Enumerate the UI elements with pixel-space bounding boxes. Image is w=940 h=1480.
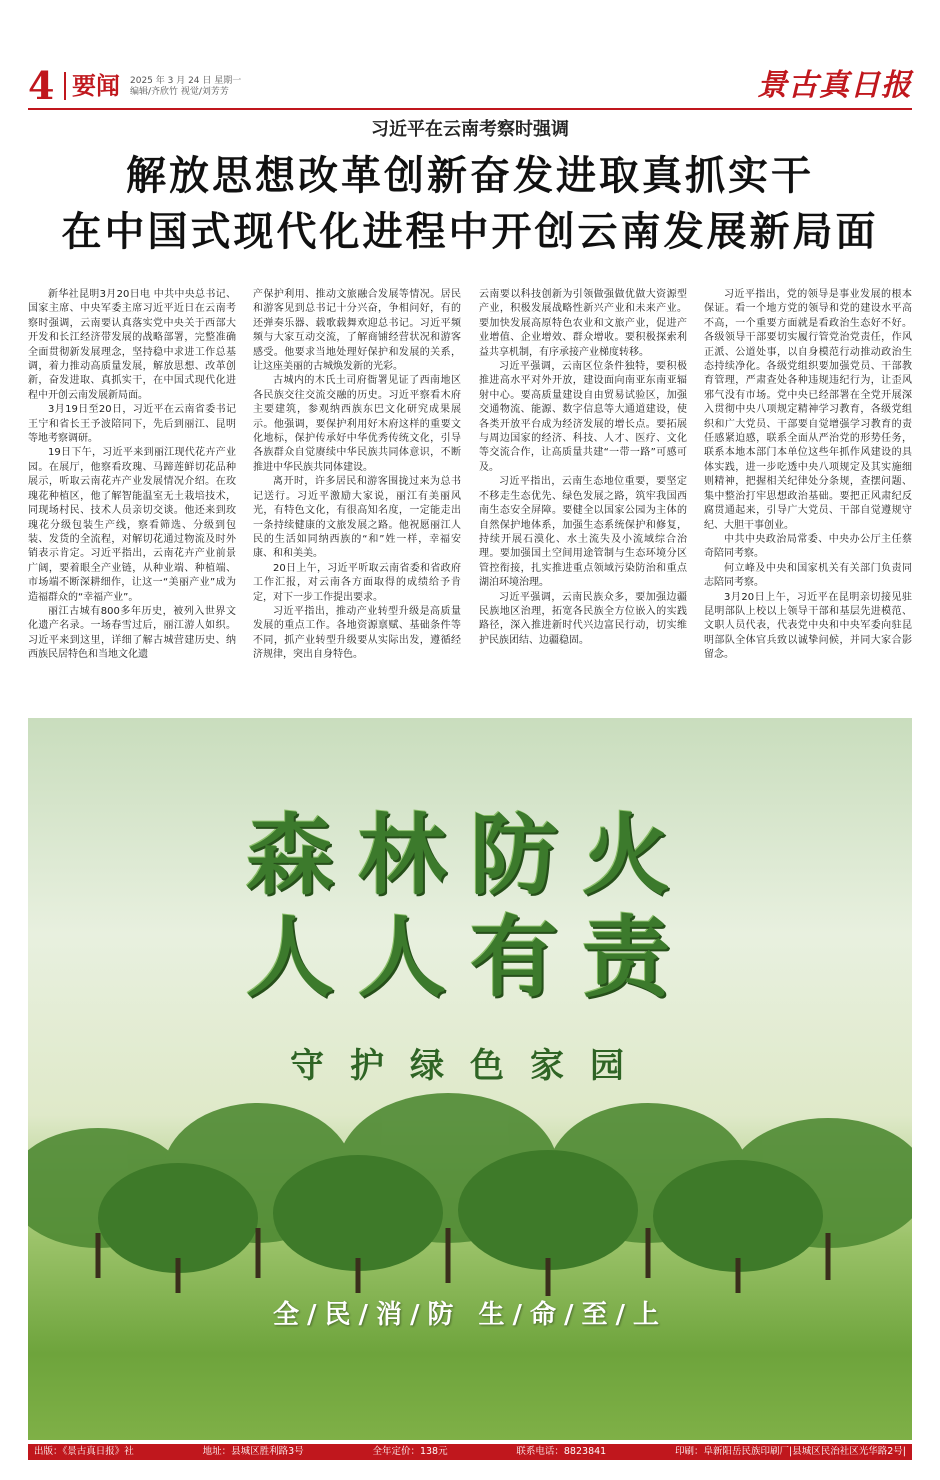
- paragraph: 习近平指出，党的领导是事业发展的根本保证。看一个地方党的领导和党的建设水平高不高，一个重要方面就是看政治生态好不好。各级领导干部要切实履行管党治党责任，作风正派、公道处事，以自身模范行动推动政治生态持续净化。各级党组织要加强党员、干部教育管理，严肃查处各种违规违纪行为，让歪风邪气没有市场。党中央已经部署在全党开展深入贯彻中央八项规定精神学习教育，各级党组织和广大党员、干部要自觉增强学习教育的责任感紧迫感，联系全面从严治党的形势任务，联系本地本部门本单位这些年抓作风建设的具体实践，进一步吃透中央八项规定及其实施细则精神，把握相关纪律处分条规，查摆问题、集中整治打牢思想政治基础。要把正风肃纪反腐贯通起来，引导广大党员、干部自觉遵规守纪、大胆干事创业。: [704, 289, 912, 531]
- headline-line-2: 在中国式现代化进程中开创云南发展新局面: [61, 209, 879, 255]
- paragraph: 习近平强调，云南民族众多，要加强边疆民族地区治理，拓宽各民族全方位嵌入的实践路径，深入推进新时代兴边富民行动，切实维护民族团结、边疆稳固。: [479, 591, 687, 646]
- paragraph: 何立峰及中央和国家机关有关部门负责同志陪同考察。: [704, 562, 912, 589]
- paragraph: 离开时，许多居民和游客围拢过来为总书记送行。习近平激励大家说，丽江有美丽风光，有特色文化，有很高知名度，一定能走出一条持续健康的文旅发展之路。他祝愿丽江人民的生活如同纳西族的“和”姓一样，幸福安康、和和美美。: [253, 476, 461, 560]
- article-column-2: [253, 288, 461, 714]
- paragraph: 习近平强调，云南区位条件独特，要积极推进高水平对外开放，建设面向南亚东南亚辐射中心。要高质量建设自由贸易试验区，加强交通物流、能源、数字信息等大通道建设，使各类开放平台成为经济发展的增长点。要拓展与周边国家的经济、科技、人才、医疗、文化等交流合作，让高质量共建“一带一路”可感可及。: [479, 361, 687, 473]
- page-number: 4: [28, 63, 55, 108]
- paragraph: 3月19日至20日，习近平在云南省委书记王宁和省长王予波陪同下，先后到丽江、昆明等地考察调研。: [28, 404, 236, 445]
- paragraph: 中共中央政治局常委、中央办公厅主任蔡奇陪同考察。: [704, 533, 912, 560]
- paragraph: 产保护利用、推动文旅融合发展等情况。居民和游客见到总书记十分兴奋，争相问好，有的还弹奏乐器、载歌载舞欢迎总书记。习近平频频与大家互动交流，了解商铺经营状况和游客感受。他要求当地处理好保护和发展的关系，让这座美丽的古城焕发新的光彩。: [253, 289, 461, 373]
- paragraph: 丽江古城有800多年历史，被列入世界文化遗产名录。一场春雪过后，丽江游人如织。习近平来到这里，详细了解古城营建历史、纳西族民居特色和当地文化遗: [28, 605, 236, 661]
- newspaper-logo: 景古真日报: [757, 68, 912, 103]
- dateline: [130, 76, 241, 98]
- ad-title-line-1: 森林防火: [245, 804, 694, 907]
- ad-title-line-2: 人人有责: [245, 906, 694, 1009]
- paragraph: 19日下午，习近平来到丽江现代花卉产业园。在展厅，他察看玫瑰、马蹄莲鲜切花品种展示，听取云南花卉产业发展情况介绍。在玫瑰花种植区，他了解智能温室无土栽培技术，同现场村民、技术人员亲切交谈。他还来到玫瑰花分级包装生产线，察看筛选、分级到包装、发货的全流程，对解切花通过物流及时外销表示肯定。习近平指出，云南花卉产业前景广阔，要着眼全产业链，从种业端、种植端、市场端不断深耕细作，让这一“美丽产业”成为造福群众的“幸福产业”。: [28, 447, 236, 603]
- paragraph: 云南要以科技创新为引领做强做优做大资源型产业，积极发展战略性新兴产业和未来产业。要加快发展高原特色农业和文旅产业，促进产业增值、企业增效、群众增收。要积极探索利益共享机制，有序承接产业梯度转移。: [479, 289, 687, 358]
- section-title: 要闻: [64, 72, 120, 100]
- footer-price: 全年定价：138元: [372, 1446, 448, 1457]
- paragraph: 新华社昆明3月20日电 中共中央总书记、国家主席、中央军委主席习近平近日在云南考察时强调，云南要认真落实党中央关于西部大开发和长江经济带发展的战略部署，完整准确全面贯彻新发展理念，坚持稳中求进工作总基调，着力推动高质量发展，解放思想、改革创新，奋发进取、真抓实干，在中国式现代化进程中开创云南发展新局面。: [28, 289, 236, 401]
- masthead: [28, 63, 912, 108]
- headline-line-1: 解放思想改革创新奋发进取真抓实干: [126, 153, 814, 199]
- paragraph: 习近平指出，推动产业转型升级是高质量发展的重点工作。各地资源禀赋、基础条件等不同，抓产业转型升级要从实际出发，遵循经济规律，突出自身特色。: [253, 605, 461, 661]
- footer-bar: [28, 1444, 912, 1460]
- ad-subtitle: 守护绿色家园: [290, 1046, 650, 1086]
- paragraph: 3月20日上午，习近平在昆明亲切接见驻昆明部队上校以上领导干部和基层先进模范、文职人员代表，代表党中央和中央军委向驻昆明部队全体官兵致以诚挚问候，并同大家合影留念。: [704, 591, 912, 661]
- forest-fire-prevention-ad: [28, 718, 912, 1440]
- masthead-rule: [28, 108, 912, 110]
- issue-date: 2025 年 3 月 24 日 星期一: [130, 76, 242, 86]
- footer-address: 地址：县城区胜利路3号: [202, 1446, 304, 1457]
- paragraph: 古城内的木氏土司府衙署见证了西南地区各民族交往交流交融的历史。习近平察看木府主要建筑，参观纳西族东巴文化研究成果展示。他强调，要保护利用好木府这样的重要文化地标，保护传承好中华优秀传统文化，引导各族群众自觉赓续中华民族共同体意识，不断推进中华民族共同体建设。: [253, 375, 461, 473]
- article-kicker: 习近平在云南考察时强调: [371, 119, 569, 140]
- article-column-1: [28, 288, 236, 714]
- footer-publisher: 出版：《景古真日报》社: [34, 1446, 134, 1457]
- article-column-3: [479, 288, 687, 714]
- article-body: [28, 288, 912, 714]
- footer-phone: 联系电话：8823841: [516, 1446, 607, 1457]
- editor-credits: 编辑/齐欣竹 视觉/刘芳芳: [130, 87, 229, 97]
- ad-slogan: 全/民/消/防 生/命/至/上: [272, 1300, 668, 1330]
- paragraph: 20日上午，习近平听取云南省委和省政府工作汇报，对云南各方面取得的成绩给予肯定，对下一步工作提出要求。: [253, 562, 461, 603]
- paragraph: 习近平指出，云南生态地位重要，要坚定不移走生态优先、绿色发展之路，筑牢我国西南生态安全屏障。要健全以国家公园为主体的自然保护地体系，加强生态系统保护和修复，持续开展石漠化、水土流失及小流域综合治理。要加强国土空间用途管制与生态环境分区管控衔接，扎实推进重点领域污染防治和重点湖泊环境治理。: [479, 476, 687, 589]
- article-column-4: [704, 288, 912, 714]
- footer-printer: 印刷：阜新阳岳民族印刷厂|县城区民治社区光华路2号|: [675, 1446, 906, 1457]
